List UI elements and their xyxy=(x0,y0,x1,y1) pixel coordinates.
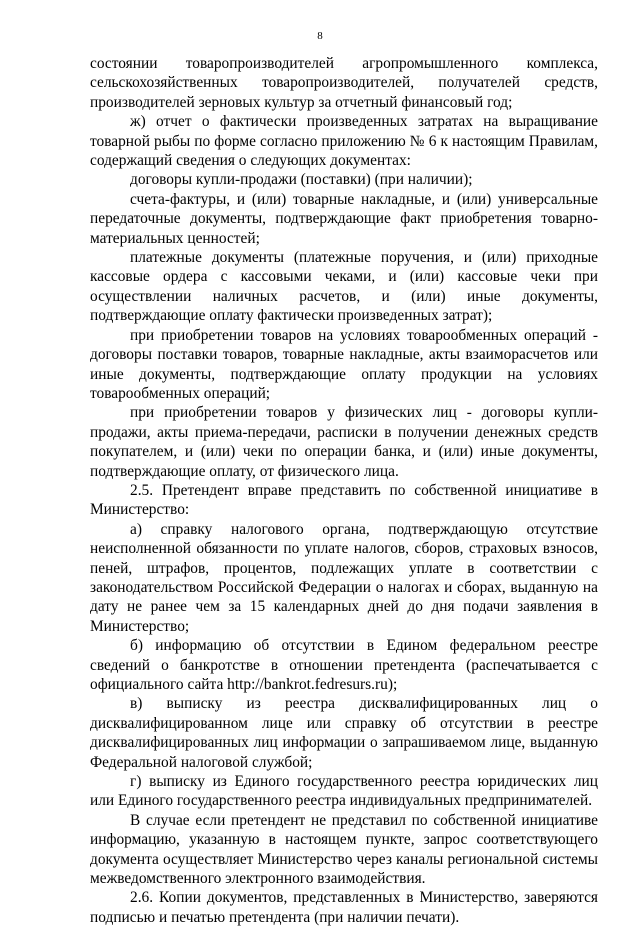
paragraph: 2.5. Претендент вправе представить по собственной инициативе в Министерство: xyxy=(90,481,598,519)
document-body xyxy=(90,54,598,927)
paragraph: б) информацию об отсутствии в Едином федеральном реестре сведений о банкротстве в отношении претендента (распечатывается с официального сайта http://bankrot.fedresurs.ru); xyxy=(90,637,598,693)
paragraph: ж) отчет о фактически произведенных затратах на выращивание товарной рыбы по форме согласно приложению № 6 к настоящим Правилам, содержащий сведения о следующих документах: xyxy=(90,113,598,170)
paragraph: 2.6. Копии документов, представленных в Министерство, заверяются подписью и печатью претендента (при наличии печати). xyxy=(90,889,598,926)
paragraph: при приобретении товаров на условиях товарообменных операций - договоры поставки товаров, товарные накладные, акты взаиморасчетов или иные документы, подтверждающие оплату продукции на условиях товарообменных операций; xyxy=(90,326,598,402)
paragraph: платежные документы (платежные поручения, и (или) приходные кассовые ордера с кассовыми чеками, и (или) кассовые чеки при осуществлении наличных расчетов, и (или) иные документы, подтверждающие оплату фактически произведенных затрат); xyxy=(90,249,598,325)
paragraph: В случае если претендент не представил по собственной инициативе информацию, указанную в настоящем пункте, запрос соответствующего документа осуществляет Министерство через каналы региональной системы межведомственного электронного взаимодействия. xyxy=(90,811,598,888)
page-number: 8 xyxy=(317,30,323,42)
paragraph: при приобретении товаров у физических лиц - договоры купли-продажи, акты приема-передачи, расписки в получении денежных средств покупателем, и (или) чеки по операции банка, и (или) иные документы, подтверждающие оплату, от физического лица. xyxy=(90,404,598,480)
paragraph: состоянии товаропроизводителей агропромышленного комплекса, сельскохозяйственных товаропроизводителей, получателей средств, производителей зерновых культур за отчетный финансовый год; xyxy=(90,55,598,111)
paragraph: г) выписку из Единого государственного реестра юридических лиц или Единого государственного реестра индивидуальных предпринимателей. xyxy=(90,773,598,810)
paragraph: договоры купли-продажи (поставки) (при наличии); xyxy=(130,171,473,189)
paragraph: счета-фактуры, и (или) товарные накладные, и (или) универсальные передаточные документы, подтверждающие факт приобретения товарно-материальных ценностей; xyxy=(90,190,598,247)
paragraph: в) выписку из реестра дисквалифицированных лиц о дисквалифицированном лице или справку об отсутствии в реестре дисквалифицированных лиц информации о запрашиваемом лице, выданную Федеральной налоговой службой; xyxy=(90,695,598,771)
paragraph: а) справку налогового органа, подтверждающую отсутствие неисполненной обязанности по уплате налогов, сборов, страховых взносов, пеней, штрафов, процентов, подлежащих уплате в соответствии с законодательством Российской Федерации о налогах и сборах, выданную на дату не ранее чем за 15 календарных дней до дня подачи заявления в Министерство; xyxy=(90,520,598,635)
